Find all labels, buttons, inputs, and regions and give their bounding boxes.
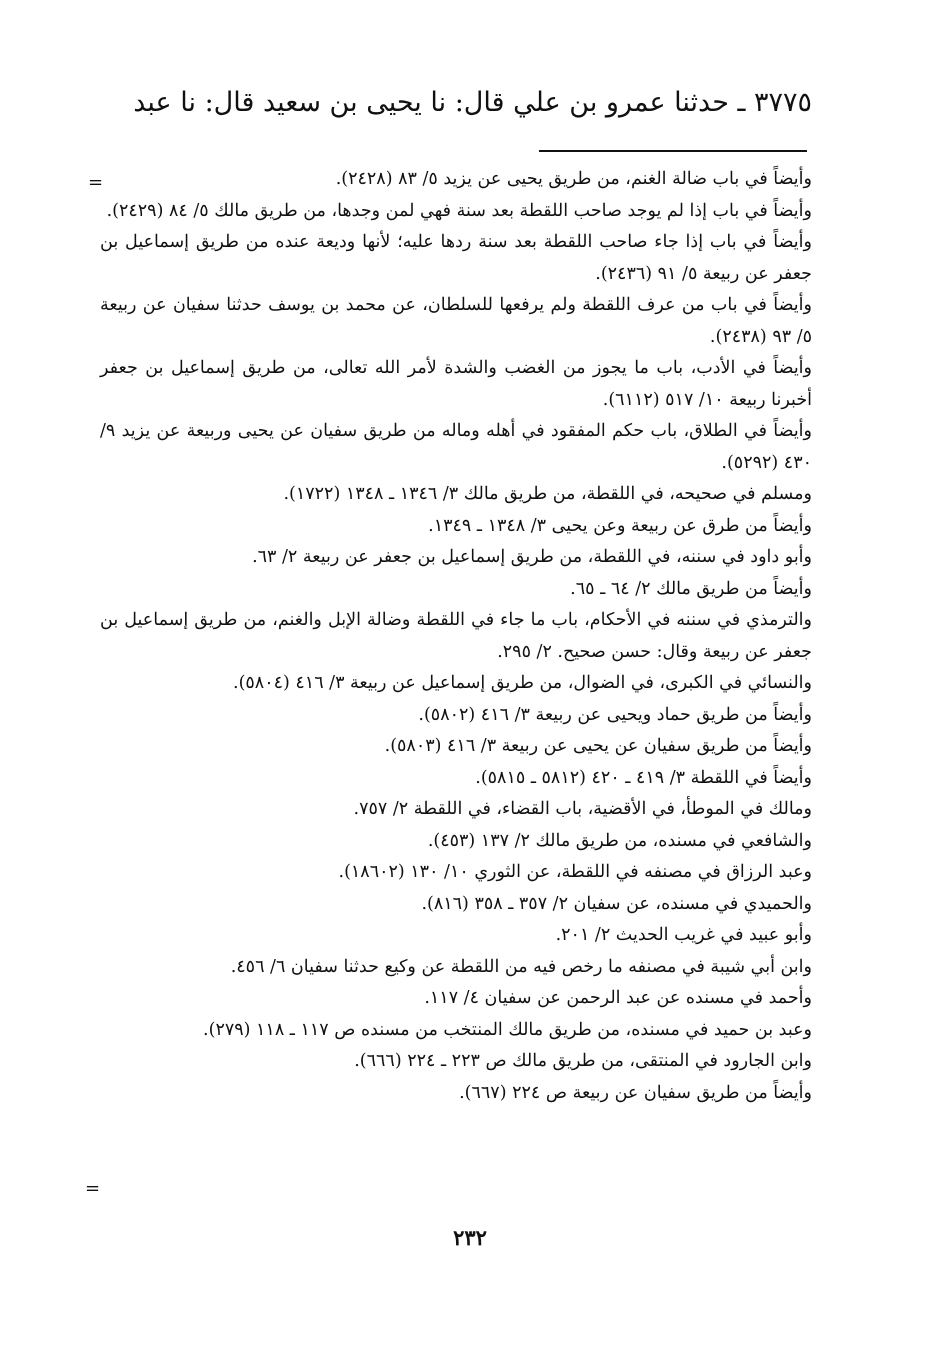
footnote-line: وأيضاً من طرق عن ربيعة وعن يحيى ٣/ ١٣٤٨ ـ ١٣٤٩.	[428, 515, 812, 536]
footnote-line: وأيضاً في باب إذا جاء صاحب اللقطة بعد سنة ردها عليه؛ لأنها وديعة عنده من طريق إسماعيل بن جعفر عن ربيعة ٥/ ٩١ (٢٤٣٦).	[100, 232, 812, 284]
footnote-line: وأيضاً في باب ضالة الغنم، من طريق يحيى عن يزيد ٥/ ٨٣ (٢٤٢٨).	[335, 169, 812, 189]
footnote-line: وأحمد في مسنده عن عبد الرحمن عن سفيان ٤/ ١١٧.	[424, 988, 812, 1008]
footnote-line: وعبد الرزاق في مصنفه في اللقطة، عن الثوري ١٠/ ١٣٠ (١٨٦٠٢).	[338, 862, 812, 882]
footnote-line: والشافعي في مسنده، من طريق مالك ٢/ ١٣٧ (٤٥٣).	[427, 830, 812, 851]
footnote-line: وابن أبي شيبة في مصنفه ما رخص فيه من اللقطة عن وكيع حدثنا سفيان ٦/ ٤٥٦.	[230, 956, 812, 977]
hadith-heading: ٣٧٧٥ ـ حدثنا عمرو بن علي قال: نا يحيى بن سعيد قال: نا عبد	[133, 87, 812, 118]
footnote-line: وأيضاً من طريق سفيان عن يحيى عن ربيعة ٣/ ٤١٦ (٥٨٠٣).	[384, 736, 812, 756]
footnotes-block	[100, 164, 812, 1109]
footnote-line: ومالك في الموطأ، في الأقضية، باب القضاء، في اللقطة ٢/ ٧٥٧.	[353, 799, 812, 819]
footnote-line: وأبو داود في سننه، في اللقطة، من طريق إسماعيل بن جعفر عن ربيعة ٢/ ٦٣.	[252, 547, 812, 567]
continuation-mark: =	[88, 172, 104, 193]
footnote-line: والترمذي في سننه في الأحكام، باب ما جاء في اللقطة وضالة الإبل والغنم، من طريق إسماعيل بن جعفر عن ربيعة وقال: حسن صحيح. ٢/ ٢٩٥.	[100, 610, 812, 662]
footnote-line: وأيضاً في باب إذا لم يوجد صاحب اللقطة بعد سنة فهي لمن وجدها، من طريق مالك ٥/ ٨٤ (٢٤٢٩).	[106, 200, 812, 221]
footnote-line: وابن الجارود في المنتقى، من طريق مالك ص ٢٢٣ ـ ٢٢٤ (٦٦٦).	[354, 1051, 812, 1071]
footnote-line: وأيضاً في الأدب، باب ما يجوز من الغضب والشدة لأمر الله تعالى، من طريق إسماعيل بن جعفر أخبرنا ربيعة ١٠/ ٥١٧ (٦١١٢).	[100, 358, 812, 410]
footnote-line: وعبد بن حميد في مسنده، من طريق مالك المنتخب من مسنده ص ١١٧ ـ ١١٨ (٢٧٩).	[203, 1019, 812, 1040]
footnote-line: ومسلم في صحيحه، في اللقطة، من طريق مالك ٣/ ١٣٤٦ ـ ١٣٤٨ (١٧٢٢).	[283, 484, 812, 504]
page-number: ٢٣٢	[453, 1225, 487, 1250]
footnote-line: وأيضاً في اللقطة ٣/ ٤١٩ ـ ٤٢٠ (٥٨١٢ ـ ٥٨١٥).	[475, 767, 812, 788]
footnote-line: وأيضاً من طريق مالك ٢/ ٦٤ ـ ٦٥.	[570, 578, 812, 599]
end-mark: =	[85, 1178, 101, 1199]
footnote-line: والنسائي في الكبرى، في الضوال، من طريق إسماعيل عن ربيعة ٣/ ٤١٦ (٥٨٠٤).	[233, 673, 812, 693]
footnote-line: وأيضاً من طريق حماد ويحيى عن ربيعة ٣/ ٤١٦ (٥٨٠٢).	[418, 704, 812, 725]
footnote-line: وأبو عبيد في غريب الحديث ٢/ ٢٠١.	[555, 925, 812, 945]
footnote-line: وأيضاً من طريق سفيان عن ربيعة ص ٢٢٤ (٦٦٧).	[459, 1082, 812, 1103]
footnote-line: والحميدي في مسنده، عن سفيان ٢/ ٣٥٧ ـ ٣٥٨ (٨١٦).	[421, 893, 812, 914]
footnote-separator	[539, 150, 807, 152]
footnote-line: وأيضاً في باب من عرف اللقطة ولم يرفعها للسلطان، عن محمد بن يوسف حدثنا سفيان عن ربيعة ٥/ ٩٣ (٢٤٣٨).	[100, 295, 812, 347]
footnote-line: وأيضاً في الطلاق، باب حكم المفقود في أهله وماله من طريق سفيان عن يحيى وربيعة عن يزيد ٩/ ٤٣٠ (٥٢٩٢).	[100, 421, 812, 473]
